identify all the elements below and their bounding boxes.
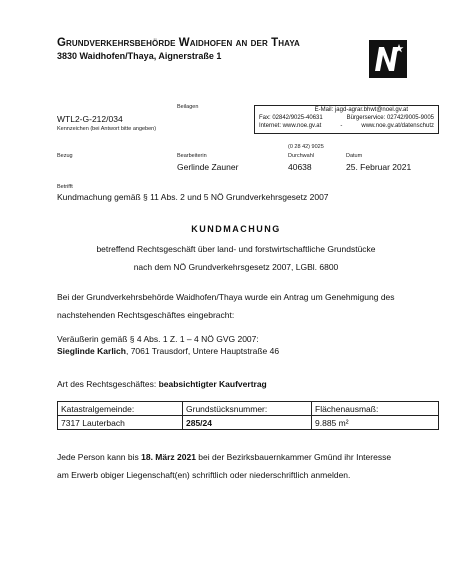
contact-internet: Internet: www.noe.gv.at <box>259 123 322 129</box>
phone-number: (0 28 42) 9025 <box>288 144 324 150</box>
beilagen-label: Beilagen <box>177 104 199 110</box>
header-flaechenausmass: Flächenausmaß: <box>312 402 439 416</box>
authority-title: Grundverkehrsbehörde Waidhofen an der Thaya <box>57 37 300 49</box>
property-table <box>57 401 439 430</box>
document-title: KUNDMACHUNG <box>191 224 281 234</box>
seller-label: Veräußerin gemäß § 4 Abs. 1 Z. 1 – 4 NÖ GVG 2007: <box>57 334 259 344</box>
contact-privacy: www.noe.gv.at/datenschutz <box>361 123 434 129</box>
header-grundstuecksnummer: Grundstücksnummer: <box>183 402 312 416</box>
contact-email: E-Mail: jagd-agrar.bhwt@noel.gv.at <box>314 107 408 113</box>
bearbeiterin-value: Gerlinde Zauner <box>177 162 239 172</box>
bearbeiterin-label: Bearbeiterin <box>177 153 207 159</box>
durchwahl-value: 40638 <box>288 162 312 172</box>
header-katastralgemeinde: Katastralgemeinde: <box>58 402 183 416</box>
deal-value: beabsichtigter Kaufvertrag <box>158 379 267 389</box>
deal-line <box>57 378 267 391</box>
contact-fax: Fax: 02842/9025-40631 <box>259 115 323 121</box>
datum-value: 25. Februar 2021 <box>346 162 412 172</box>
datum-label: Datum <box>346 153 363 159</box>
betrifft-label: Betrifft <box>57 184 73 190</box>
durchwahl-label: Durchwahl <box>288 153 314 159</box>
seller-name: Sieglinde Karlich <box>57 346 126 356</box>
intro-line2: nachstehenden Rechtsgeschäftes eingebracht: <box>57 310 235 320</box>
seller-address: , 7061 Trausdorf, Untere Hauptstraße 46 <box>125 346 280 356</box>
contact-box <box>254 105 439 134</box>
intro-line1: Bei der Grundverkehrsbehörde Waidhofen/Thaya wurde ein Antrag um Genehmigung des <box>57 292 395 302</box>
reference-hint: Kennzeichen (bei Antwort bitte angeben) <box>57 126 157 132</box>
noe-logo-icon <box>369 40 407 78</box>
reference-code: WTL2-G-212/034 <box>57 114 123 124</box>
closing-line2: am Erwerb obiger Liegenschaft(en) schriftlich oder niederschriftlich anmelden. <box>57 470 351 480</box>
subtitle-line1: betreffend Rechtsgeschäft über land- und forstwirtschaftliche Grundstücke <box>96 244 376 254</box>
closing-date: 18. März 2021 <box>141 452 196 462</box>
deal-label: Art des Rechtsgeschäftes: <box>57 379 159 389</box>
table-header-row <box>58 402 439 416</box>
cell-katastralgemeinde: 7317 Lauterbach <box>58 416 183 430</box>
authority-address: 3830 Waidhofen/Thaya, Aignerstraße 1 <box>57 51 222 61</box>
closing-line1 <box>57 451 391 464</box>
cell-grundstuecksnummer: 285/24 <box>183 416 312 430</box>
table-row <box>58 416 439 430</box>
seller-line <box>57 345 279 358</box>
contact-service: Bürgerservice: 02742/9005-9005 <box>346 115 434 121</box>
cell-flaechenausmass: 9.885 m² <box>312 416 439 430</box>
contact-dash: - <box>340 123 343 129</box>
bezug-label: Bezug <box>57 153 73 159</box>
subtitle-line2: nach dem NÖ Grundverkehrsgesetz 2007, LGBl. 6800 <box>133 262 339 272</box>
closing-part1: Jede Person kann bis <box>57 452 142 462</box>
betrifft-text: Kundmachung gemäß § 11 Abs. 2 und 5 NÖ Grundverkehrsgesetz 2007 <box>57 192 329 202</box>
closing-part2: bei der Bezirksbauernkammer Gmünd ihr Interesse <box>195 452 392 462</box>
